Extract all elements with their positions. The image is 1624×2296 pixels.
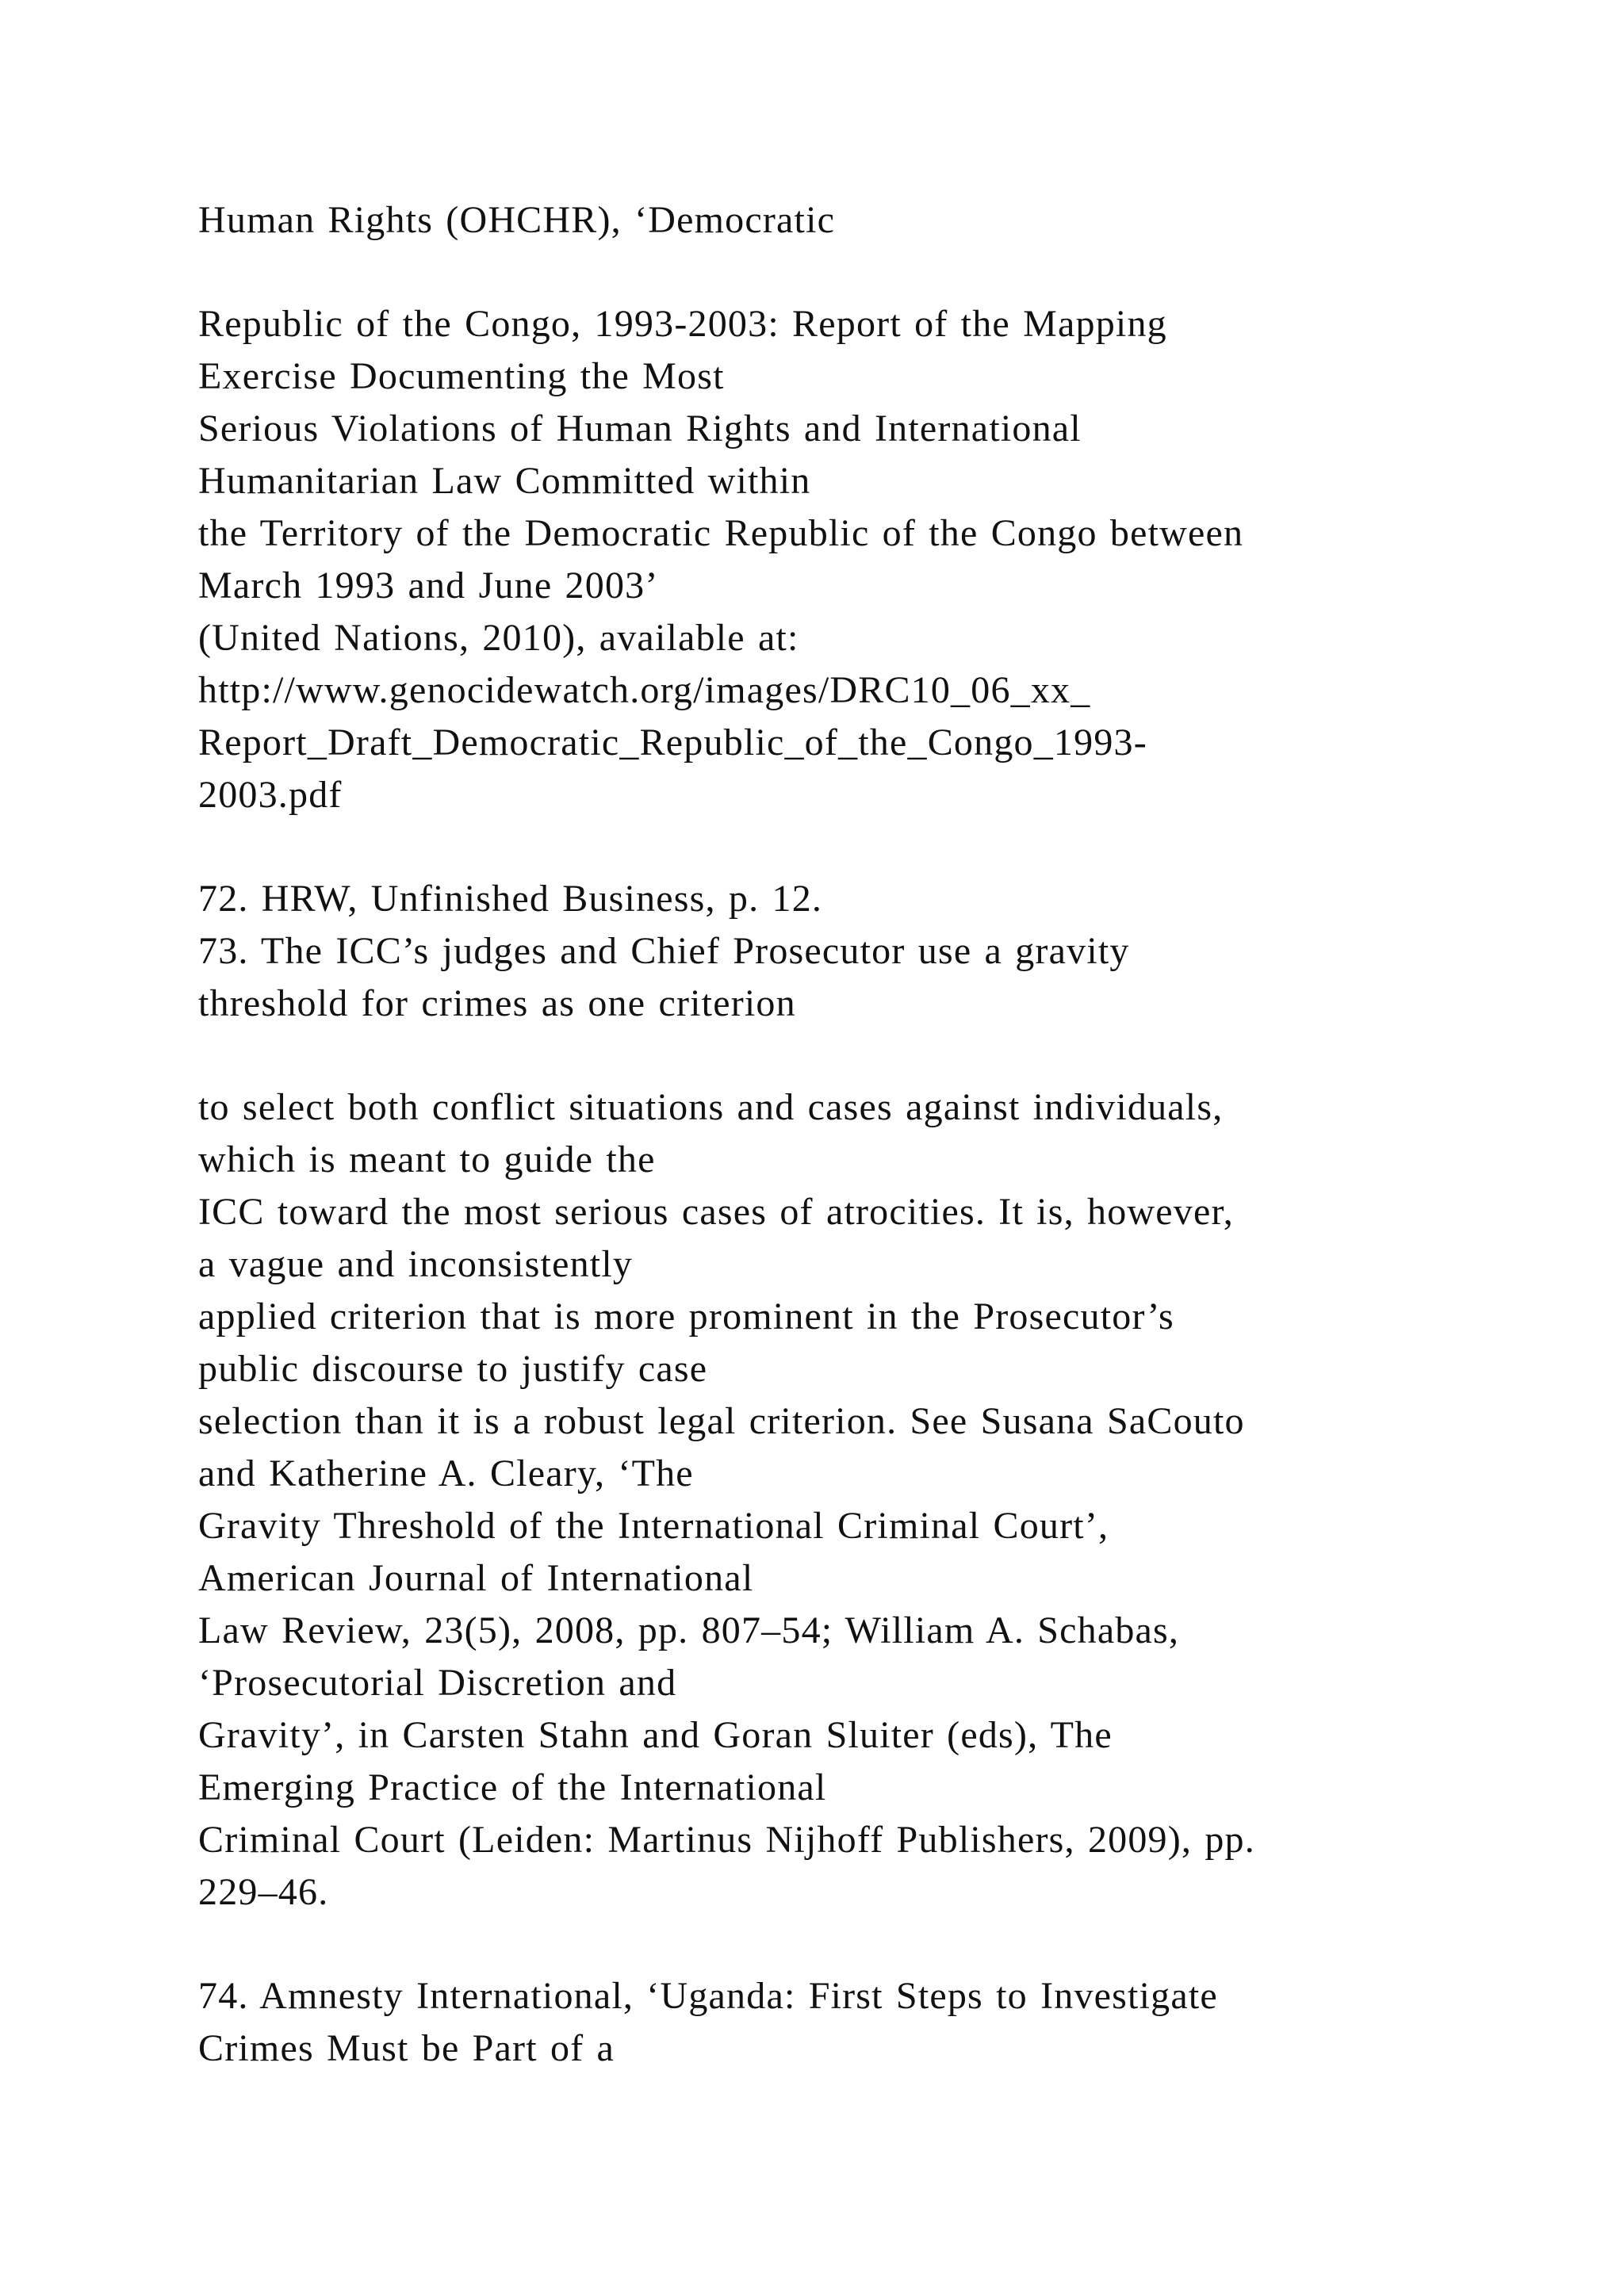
text-line: the Territory of the Democratic Republic of the Congo between: [198, 512, 1244, 554]
text-line: Humanitarian Law Committed within: [198, 460, 811, 502]
text-line: March 1993 and June 2003’: [198, 564, 659, 607]
text-line: Exercise Documenting the Most: [198, 355, 725, 397]
text-line: Criminal Court (Leiden: Martinus Nijhoff Publishers, 2009), pp.: [198, 1819, 1255, 1861]
text-line: Republic of the Congo, 1993-2003: Report of the Mapping: [198, 303, 1167, 345]
text-line: Emerging Practice of the International: [198, 1766, 827, 1808]
text-line: Report_Draft_Democratic_Republic_of_the_Congo_1993-: [198, 721, 1147, 763]
text-line: 2003.pdf: [198, 774, 343, 816]
text-line: and Katherine A. Cleary, ‘The: [198, 1452, 694, 1494]
text-line: threshold for crimes as one criterion: [198, 982, 796, 1024]
text-line: which is meant to guide the: [198, 1138, 656, 1181]
text-line: ‘Prosecutorial Discretion and: [198, 1662, 677, 1704]
text-line: selection than it is a robust legal criterion. See Susana SaCouto: [198, 1400, 1245, 1442]
text-line: applied criterion that is more prominent in the Prosecutor’s: [198, 1295, 1174, 1337]
text-line: a vague and inconsistently: [198, 1243, 634, 1285]
text-line: American Journal of International: [198, 1557, 754, 1599]
text-line: to select both conflict situations and cases against individuals,: [198, 1086, 1224, 1128]
text-line: Gravity’, in Carsten Stahn and Goran Sluiter (eds), The: [198, 1714, 1113, 1756]
text-line: (United Nations, 2010), available at:: [198, 617, 799, 659]
text-line: Human Rights (OHCHR), ‘Democratic: [198, 199, 836, 241]
text-line: 229–46.: [198, 1871, 329, 1913]
text-line: ICC toward the most serious cases of atrocities. It is, however,: [198, 1191, 1234, 1233]
text-line: Law Review, 23(5), 2008, pp. 807–54; William A. Schabas,: [198, 1609, 1180, 1651]
text-line: http://www.genocidewatch.org/images/DRC10_06_xx_: [198, 669, 1091, 711]
text-line: Crimes Must be Part of a: [198, 2027, 615, 2069]
text-line: 74. Amnesty International, ‘Uganda: First Steps to Investigate: [198, 1975, 1218, 2017]
text-line: Serious Violations of Human Rights and International: [198, 408, 1082, 450]
text-line: public discourse to justify case: [198, 1348, 708, 1390]
text-line: 73. The ICC’s judges and Chief Prosecutor use a gravity: [198, 930, 1130, 972]
text-line: Gravity Threshold of the International Criminal Court’,: [198, 1505, 1109, 1547]
text-line: 72. HRW, Unfinished Business, p. 12.: [198, 878, 823, 920]
